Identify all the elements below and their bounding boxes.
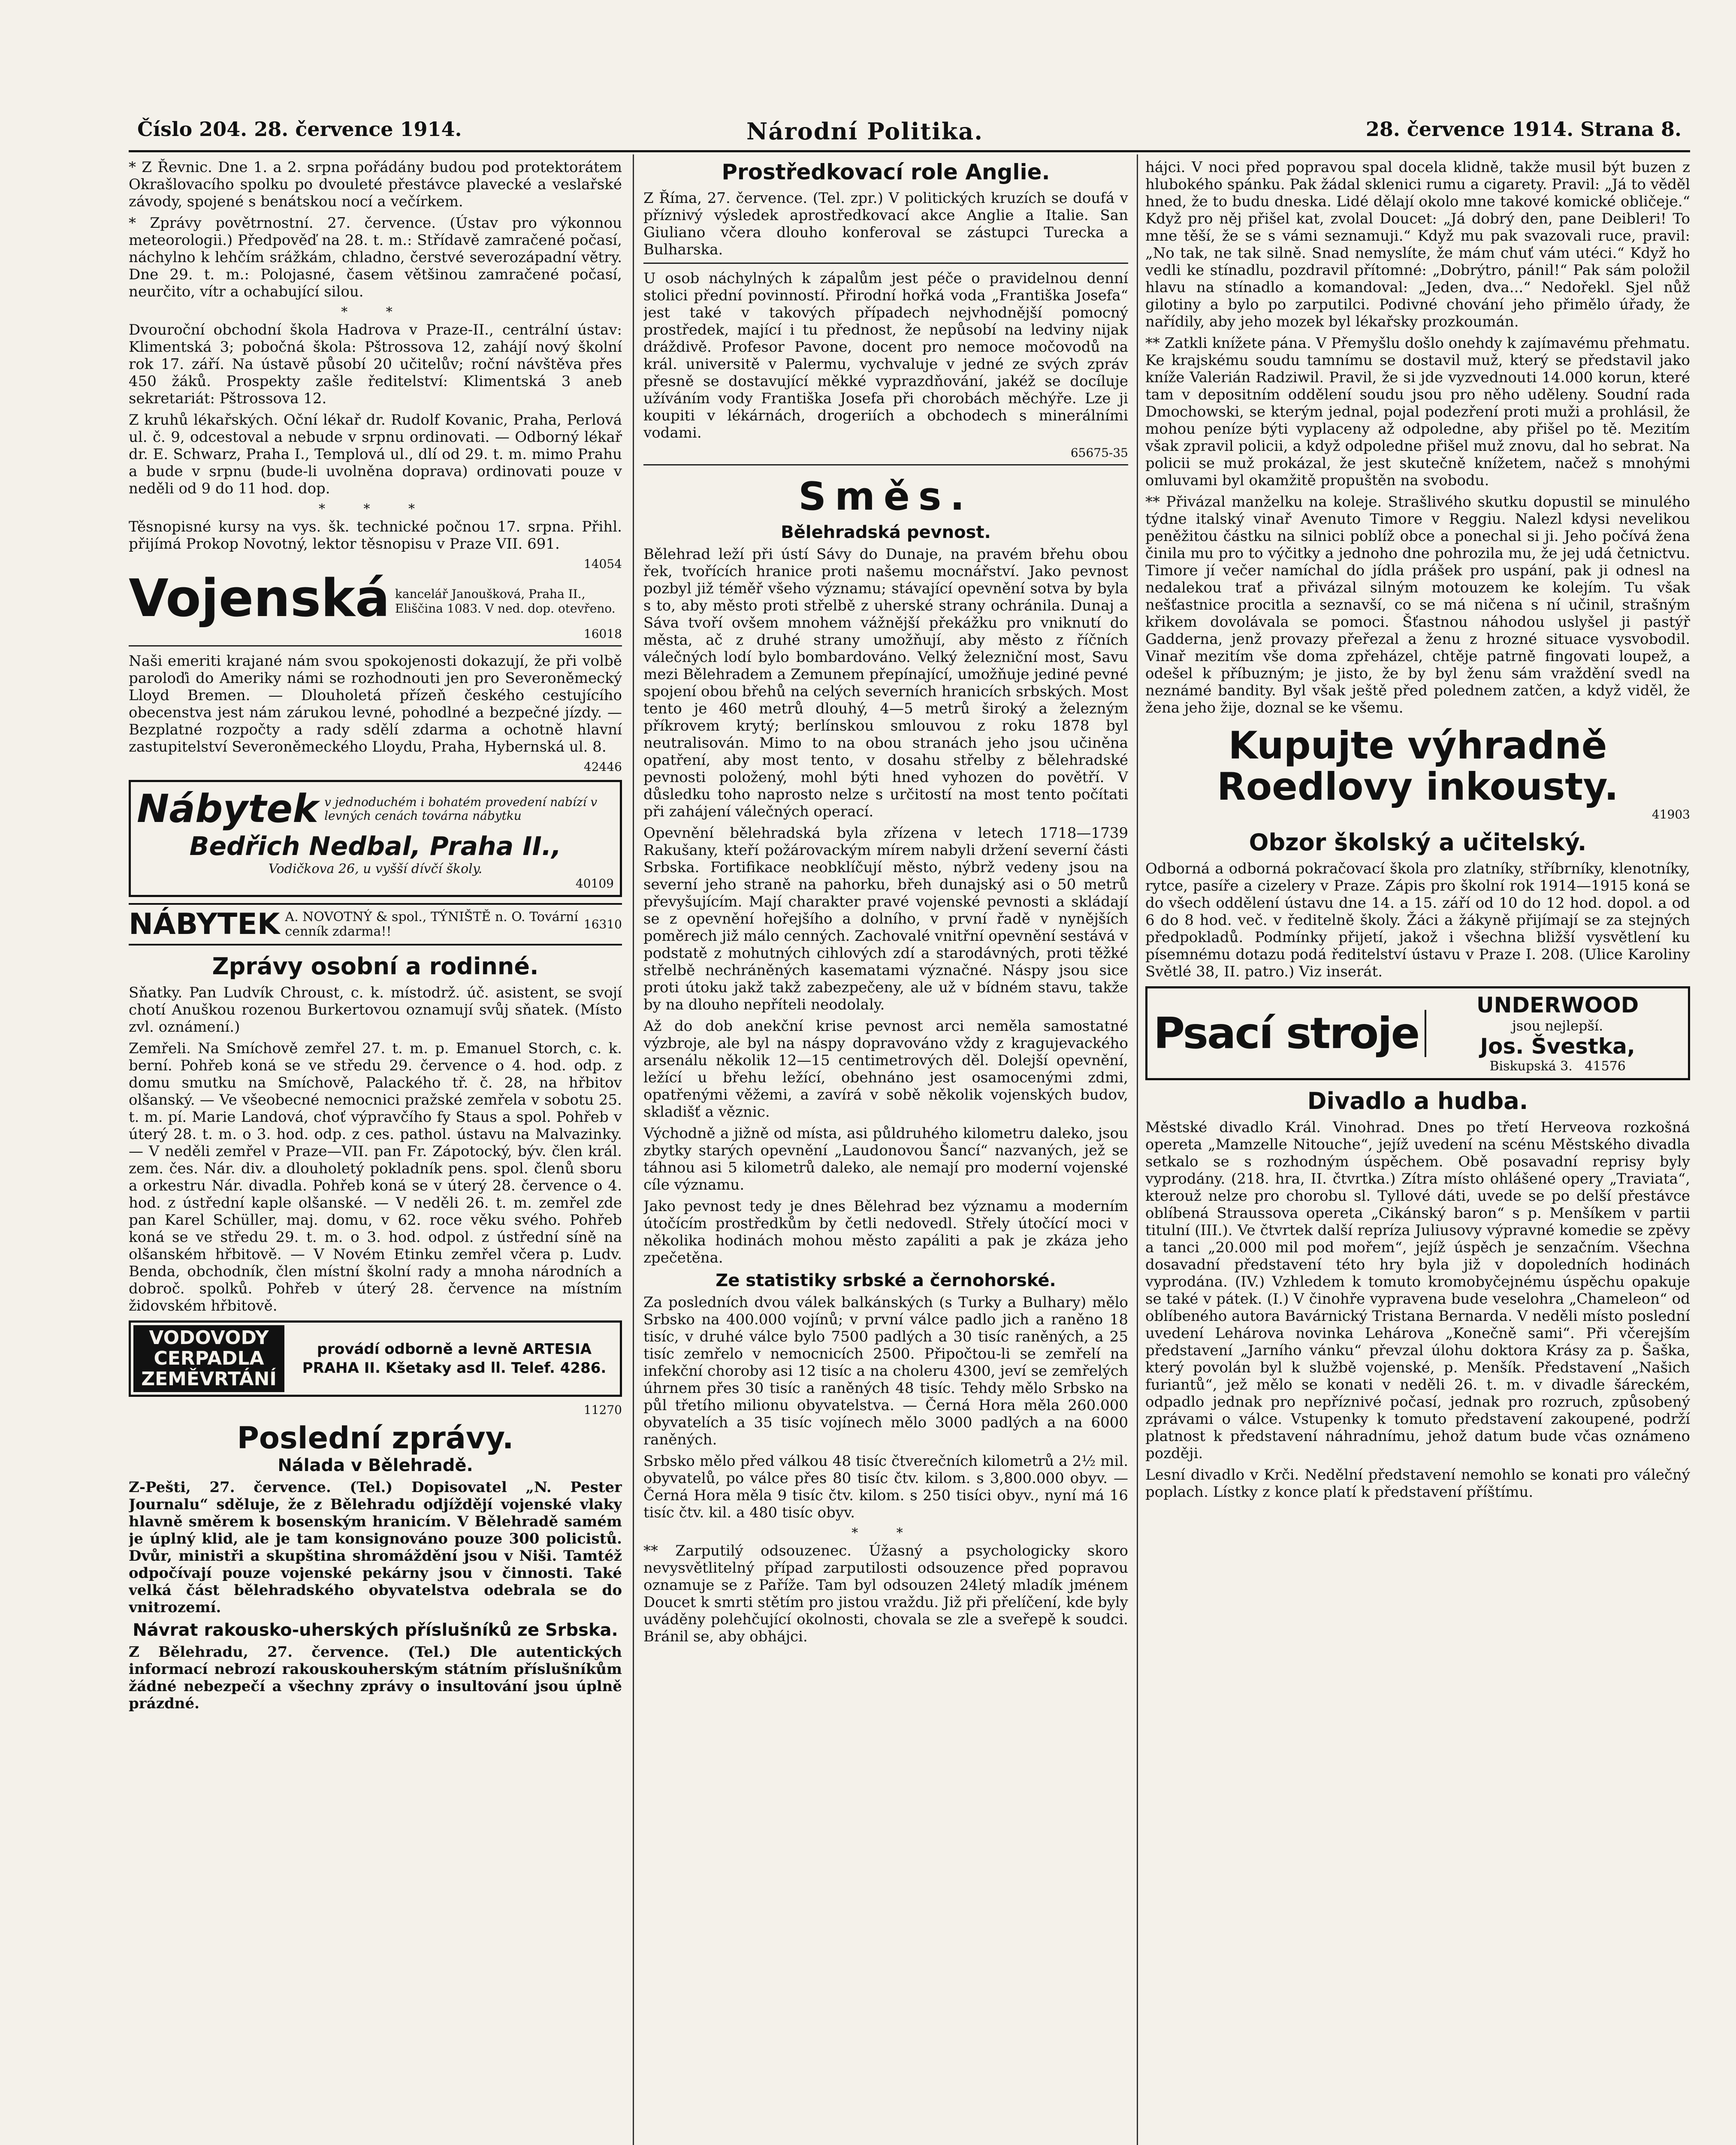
ad-nabytek-title: Nábytek	[137, 786, 319, 831]
article-convict-cont: hájci. V noci před popravou spal docela klidně, takže musil být buzen z hlubokého spánku. Pak žádal sklenici rumu a cigarety. Pravil: „Já to věděl hned, že to budu dneska. Lidé dělají okolo mne takové komické obličeje.“ Když pro něj přišel kat, zvolal Doucet: „Já dobrý den, pane Deibleri! To mne těší, že se s vámi seznamuji.“ Když mu pak svazovali ruce, pravil: „No tak, ne tak silně. Snad nemyslíte, že mám chuť vám utéci.“ Když ho vedli ke stínadlu, pozdravil přítomné: „Dobrýtro, pánil!“ Pak sám položil hlavu na stínadlo a komandoval: „Jeden, dva...“ Nedořekl. Sjel nůž gilotiny a bylo po zarputilci. Podivné chování jeho přimělo úřady, že nařídily, aby jeho mozek byl lékařsky prozkoumán.	[1145, 159, 1690, 330]
divider	[643, 263, 1128, 264]
article-doctors: Z kruhů lékařských. Oční lékař dr. Rudolf Kovanic, Praha, Perlová ul. č. 9, odcestoval a nebude v srpnu ordinovati. — Odborný lékař dr. E. Schwarz, Praha I., Templová ul., dlí od 29. t. m. mimo Prahu a bude v srpnu (bude-li uvolněna doprava) ordinovati pouze v neděli od 9 do 11 hod. dop.	[129, 411, 622, 497]
article-fortress-2: Opevnění bělehradská byla zřízena v letech 1718—1739 Rakušany, kteří požárovackým mírem nabyli držení severní části Srbska. Fortifikace neobklíčují město, nýbrž vedeny jsou na severní jeho straně na pahorku, břeh dunajský asi o 50 metrů převyšujícím. Mají charakter pravé vojenské pevnosti a skládají se z opevnění hořejšího a dolního, v první řadě v nynějších poměrech již málo cenných. Zachovalé vnitřní opevnění sestává v podstatě z mohutných cihlových zdí a starodávných, proti těžké střelbě nechráněných kasematami význačné. Náspy jsou sice proti útoku jakž takž zabezpečeny, ale už v bídném stavu, takže by na dlouho nepříteli neodolaly.	[643, 825, 1128, 1013]
ad-artesia	[129, 1320, 622, 1397]
ad-number: 16310	[583, 917, 622, 931]
ad-address	[1433, 1059, 1682, 1074]
divider	[129, 645, 622, 647]
article-railway: ** Přivázal manželku na koleje. Strašlivého skutku dopustil se minulého týdne italský vinař Avenuto Timore v Reggiu. Nalezl kdysi nevelikou peněžitou částku na silnici poblíž obce a ponechal si ji. Jeho počívá žena činila mu pro to výčitky a jednoho dne pohrozila mu, že jej udá četnictvu. Timore jí večer namíchal do jídla prášek pro uspání, pak ji odnesl na nedalekou trať a přivázal silným motouzem ke kolejím. Tu však nešťastnice procitla a seznavší, co se má ničena s ní učinil, strašným křikem dovolávala se pomoci. Šťastnou náhodou uslyšel ji pastýř Gadderna, jenž provazy přeřezal a ženu z hrozné situace vysvobodil. Vinař mezitím vše doma zpřeházel, chtěje patrně fingovati loupež, a odešel k příbuzným; je jisto, že by byl ženu sám vraždění svedl na neznámé bandity. Byl však ještě před polednem zatčen, a když viděl, že žena jeho žije, doznal se ke všemu.	[1145, 493, 1690, 716]
subtitle-statistics: Ze statistiky srbské a černohorské.	[716, 1271, 1056, 1290]
ad-tagline: jsou nejlepší.	[1512, 1018, 1603, 1034]
ad-nabytek-address: Vodičkova 26, u vyšší dívčí školy.	[268, 861, 483, 876]
page-number: 28. července 1914. Strana 8.	[1365, 118, 1682, 141]
ad-nabytek-name: Bedřich Nedbal, Praha II.,	[189, 831, 562, 861]
ad-vojenska-text: kancelář Janoušková, Praha II., Eliščina 1083. V ned. dop. otevřeno.	[395, 587, 616, 616]
section-title-theatre: Divadlo a hudba.	[1307, 1088, 1528, 1115]
subtitle-return: Návrat rakousko-uherských příslušníků ze Srbska.	[133, 1620, 618, 1640]
ad-roedl-line2: Roedlovy inkousty.	[1217, 764, 1619, 809]
ad-nabytek-text: v jednoduchém i bohatém provedení nabízí v levných cenách továrna nábytku	[324, 795, 598, 823]
newspaper-title: Národní Politika.	[746, 118, 984, 145]
section-title-latest: Poslední zprávy.	[237, 1420, 514, 1456]
divider	[643, 464, 1128, 465]
ad-vojenska	[129, 571, 622, 627]
article-england: Z Říma, 27. července. (Tel. zpr.) V politických kruzích se doufá v příznivý výsledek aprostředkovací akce Anglie a Italie. San Giuliano včera dlouho konferoval se zástupci Turecka a Bulharska.	[643, 190, 1128, 258]
ad-number: 14054	[583, 557, 622, 571]
separator: * *	[851, 1526, 920, 1541]
ad-vojenska-title: Vojenská	[129, 569, 390, 628]
article-belgrade-mood: Z-Pešti, 27. července. (Tel.) Dopisovatel „N. Pester Journalu“ sděluje, že z Bělehradu odjíždějí vojenské vlaky hlavně směrem k bosenským hranicím. V Bělehradě samém je úplný klid, ale je tam konsignováno pouze 300 policistů. Dvůr, ministři a skupština shromáždění jsou v Niši. Tamtéž odpočívají pouze vojenské pekárny jsou v činnosti. Také velká část bělehradského obyvatelstva odebrala se do vnitrozemí.	[129, 1479, 622, 1616]
article-fortress-4: Východně a jižně od místa, asi půldruhého kilometru daleko, jsou zbytky starých opevnění „Laudonovou Šancí“ nazvaných, jež se táhnou asi 5 kilometrů daleko, ale nemají pro moderní vojenské cíle významu.	[643, 1125, 1128, 1193]
ad-nabytek2-title: NÁBYTEK	[129, 907, 280, 941]
column-3	[1145, 159, 1690, 2145]
article-goldsmith-school: Odborná a odborná pokračovací škola pro zlatníky, stříbrníky, klenotníky, rytce, pasíře a cizelery v Praze. Zápis pro školní rok 1914—1915 koná se do všech oddělení ústavu dne 14. a 15. září od 10 do 12 hod. dopol. a od 6 do 8 hod. več. v ředitelně školy. Žáci a žákyně přijímají se za stejných předpokladů. Podmínky přijetí, jakož i všechna bližší vysvětlení ku písemnému dotazu podá ředitelství ústavu v Praze I. 208. (Ulice Karoliny Světlé 38, II. patro.) Viz inserát.	[1145, 860, 1690, 980]
article-prince: ** Zatkli knížete pána. V Přemyšlu došlo onehdy k zajímavému přehmatu. Ke krajskému soudu tamnímu se dostavil muž, který se představil jako kníže Valerián Radziwil. Pravil, že si jde vyzvednouti 14.000 korun, které tam v depositním oddělení soudu jsou pro něho uděleny. Soudní rada Dmochowski, se kterým jednal, pojal podezření proti muži a prohlásil, že mohou peníze býti vyplaceny až odpoledne, aby přišel po tě. Mezitím však zpravil policii, a když odpoledne přišel muž znovu, dal ho sebrat. Na policii se muž prokázal, že jest skutečně knížetem, načež s mnohými omluvami byl okamžitě propuštěn na svobodu.	[1145, 335, 1690, 489]
ad-artesia-text: provádí odborně a levně ARTESIA PRAHA II. Kšetaky asd ll. Telef. 4286.	[302, 1341, 607, 1377]
subtitle-belgrade-fortress: Bělehradská pevnost.	[781, 523, 991, 542]
ad-number: 65675-35	[1070, 446, 1128, 460]
article-fortress-3: Až do dob anekční krise pevnost arci neměla samostatné výzbroje, ale byl na náspy dopravováno vždy z kragujevackého arsenálu několik 12—15 centimetrových děl. Dolejší opevnění, ležící u břehu ležící, obehnáno jest osamocenými zdmi, opatřenými věžemi, a zavírá v sobě několik vojenských budov, skladišť a věznic.	[643, 1018, 1128, 1121]
article-shorthand: Těsnopisné kursy na vys. šk. technické počnou 17. srpna. Přihl. přijímá Prokop Novotný, lektor těsnopisu v Praze VII. 691.	[129, 518, 622, 553]
ad-number: 42446	[583, 760, 622, 774]
separator: * * *	[318, 502, 432, 517]
article-weather: * Zprávy povětrnostní. 27. července. (Ústav pro výkonnou meteorologii.) Předpověď na 28. t. m.: Střídavě zamračené počasí, náchylno k lehčím srážkám, chladno, čerstvé severozápadní větry. Dne 29. t. m.: Polojasné, časem většinou zamračené počasí, neurčito, vítr a ochabující silou.	[129, 214, 622, 300]
ad-number: 41576	[1585, 1059, 1626, 1074]
article-school: Dvouroční obchodní škola Hadrova v Praze-II., centrální ústav: Klimentská 3; pobočná škola: Pštrossova 12, zahájí nový školní rok 17. září. Na ústavě působí 20 učitelův; roční návštěva přes 450 žáků. Prospekty zašle ředitelství: Klimentská 3 aneb sekretariát: Pštrossova 12.	[129, 321, 622, 407]
article-return: Z Bělehradu, 27. července. (Tel.) Dle autentických informací nebrozí rakouskouherským státním příslušníkům žádné nebezpečí a všechny zprávy o insultování jsou úplně prázdné.	[129, 1643, 622, 1712]
article-stubborn-convict: ** Zarputilý odsouzenec. Úžasný a psychologicky skoro nevysvětlitelný případ zarputilosti odsouzence před popravou oznamuje se z Paříže. Tam byl odsouzen 24letý mladík jménem Doucet k smrti stětím pro jistou vraždu. Již při přelíčení, kde byly uváděny polehčující okolnosti, chovala se zle a sveřepě k soudci. Bránil se, aby obhájci.	[643, 1542, 1128, 1645]
article-fortress-1: Bělehrad leží při ústí Sávy do Dunaje, na pravém břehu obou řek, tvořících hranice proti našemu mocnářství. Jako pevnost pozbyl již téměř všeho významu; stávající opevnění sotva by byla s to, aby město proti střelbě z uherské strany ochránila. Dunaj a Sáva tvoří ovšem mnohem vážnější překážku pro vniknutí do města, ač z druhé strany umožňují, aby město z říčních válečných lodí bylo bombardováno. Velký železniční most, Savu mezi Bělehradem a Zemunem přepínající, umožňuje jediné pevné spojení obou břehů na celých severních hranicích srbských. Most tento je 460 metrů dlouhý, 4—5 metrů široký a železným příkrovem krytý; berlínskou smlouvou z roku 1878 byl neutralisován. Mimo to na obou stranách jeho jsou učiněna opatření, aby most tento, v dosahu střelby z bělehradské pevnosti položený, mohl býti hned vyhozen do povětří. V důsledku toho naprosto nelze s určitostí na most tento počítati při zahájení válečných operací.	[643, 546, 1128, 820]
article-fortress-5: Jako pevnost tedy je dnes Bělehrad bez významu a moderním útočícím prostředkům by četli nedovedl. Střely útočící moci v několika hodinách mohou město zapáliti a pak je zkáza jeho zpečetěna.	[643, 1198, 1128, 1266]
ad-brand: UNDERWOOD	[1476, 993, 1639, 1018]
column-1	[129, 159, 622, 2145]
section-title-england: Prostředkovací role Anglie.	[722, 160, 1050, 184]
ad-artesia-title: VODOVODY CERPADLA ZEMĚVRTÁNÍ	[133, 1325, 284, 1392]
ad-typewriters-title: Psací stroje	[1153, 1010, 1426, 1057]
column-divider	[633, 154, 634, 2145]
article-deaths: Zemřeli. Na Smíchově zemřel 27. t. m. p. Emanuel Storch, c. k. berní. Pohřeb koná se ve středu 29. července o 4. hod. odp. z domu smutku na Smíchově, Palackého tř. č. 28, na hřbitov olšanský. — Ve všeobecné nemocnici pražské zemřela v sobotu 25. t. m. pí. Marie Landová, choť výpravčího fy Staus a spol. Pohřeb v úterý 28. t. m. o 3. hod. odp. z ces. pathol. ústavu na Malvazinky. — V neděli zemřel v Praze—VII. pan Fr. Zápotocký, býv. člen král. zem. čes. Nár. div. a dlouholetý pokladník pens. spol. členů sboru a orkestru Nár. divadla. Pohřeb koná se v úterý 28. července o 4. hod. z ústřední kaple olšanské. — V neděli 26. t. m. zemřel zde pan Karel Schüller, maj. domu, v 62. roce věku svého. Pohřeb koná se ve středu 29. t. m. o 3. hod. odpol. z ústřední síně na olšanském hřbitově. — V Novém Etinku zemřel včera p. Ludv. Benda, obchodník, člen místní školní rady a mnoha národních a dobroč. spolků. Pohřeb v úterý 28. července na místním židovském hřbitově.	[129, 1040, 622, 1314]
ad-number: 41903	[1651, 807, 1690, 822]
article-weddings: Sňatky. Pan Ludvík Chroust, c. k. místodrž. úč. asistent, se svojí chotí Anuškou rozenou Burkertovou oznamují svůj sňatek. (Místo zvl. oznámení.)	[129, 984, 622, 1036]
section-title-miscellany: Směs.	[798, 474, 973, 519]
ad-nabytek2-text: A. NOVOTNÝ & spol., TÝNIŠTĚ n. O. Tovární cenník zdarma!!	[285, 909, 578, 939]
ad-number: 11270	[583, 1403, 622, 1417]
article-lloyd: Naši emeriti krajané nám svou spokojenosti dokazují, že při volbě paroloďi do Ameriky námi se rozhodnouti jen pro Severoněmecký Lloyd Bremen. — Dlouholetá přízeň českého cestujícího obecenstva jest nám zárukou levné, pohodlné a bezpečné jízdy. — Bezplatné rozpočty a rady sdělí zdarma a ochotně hlavní zastupitelství Severoněmeckého Lloydu, Praha, Hybernská ul. 8.	[129, 653, 622, 755]
article-statistics-1: Za posledních dvou válek balkánských (s Turky a Bulhary) mělo Srbsko na 400.000 vojínů; v první válce padlo jich a raněno 18 tisíc, v druhé válce bylo 7500 padlých a 30 tisíc raněných, a 25 tisíc zemřelo v nemocnicích 2500. Připočtou-li se zemřelí na infekční choroby asi 12 tisíc a na choleru 4300, jeví se zemřelých úhrnem přes 30 tisíc a raněných 48 tisíc. Tehdy mělo Srbsko na půl třetího milionu obyvatelstva. — Černá Hora měla 260.000 obyvatelích a 35 tisíc vojínech mělo 3000 padlých a na 6000 raněných.	[643, 1294, 1128, 1448]
issue-date: Číslo 204. 28. července 1914.	[137, 118, 462, 141]
ad-typewriters	[1145, 986, 1690, 1080]
ad-address-text: Biskupská 3.	[1489, 1059, 1573, 1074]
section-title-school: Obzor školský a učitelský.	[1249, 829, 1587, 856]
ad-seller: Jos. Švestka,	[1480, 1034, 1635, 1059]
ad-nabytek-nedbal	[129, 780, 622, 897]
page-header	[129, 112, 1690, 152]
separator: * *	[341, 305, 410, 320]
article-franz-josef-water: U osob náchylných k zápalům jest péče o pravidelnou denní stolici přední povinností. Přirodní hořká voda „Františka Josefa“ jest také v takových případech nejvhodnější pomocný prostředek, mající i tu přednost, že nepůsobí na ledviny nijak dráždivě. Profesor Pavone, docent pro nemoce močovodů na král. universitě v Palermu, vychvaluje v jedné ze svých zpráv přesně se dostavující měkké vyprazdňování, jakéž se docíluje užíváním vody Františka Josefa při chorobách měchýře. Lze ji koupiti v lékárnách, drogeriích a obchodech s minerálními vodami.	[643, 270, 1128, 441]
subtitle-belgrade-mood: Nálada v Bělehradě.	[278, 1456, 473, 1475]
article-forest-theatre: Lesní divadlo v Krči. Nedělní představení nemohlo se konati pro válečný poplach. Lístky z konce platí k představení příštímu.	[1145, 1466, 1690, 1501]
article-vinohrady-theatre: Městské divadlo Král. Vinohrad. Dnes po třetí Herveova rozkošná opereta „Mamzelle Nitouche“, jejíž uvedení na scénu Městského divadla setkalo se s rozhodným úspěchem. Obě posavadní reprisy byly vyprodány. (218. hra, II. čtvrtka.) Zítra místo ohlášené opery „Traviata“, kterouž nelze pro chorobu sl. Tyllové dáti, uvede se po delší přestávce oblíbená Straussova opereta „Cikánský baron“ s p. Menšíkem v partii titulní (III.). Ve čtvrtek další repríza Juliusovy výpravné komedie se zpěvy a tanci „20.000 mil pod mořem“, jejíž úspěch je senzačním. Všechna dosavadní představení této hry byla již v dopoledních hodinách vyprodána. (IV.) Vzhledem k tomuto kromobyčejnému úspěchu opakuje se také v pátek. (I.) V činohře vypravena bude veselohra „Chameleon“ od oblíbeného autora Bavárnický Tristana Bernarda. V neděli místo poslední uvedení Lehárova novinka Lehárova „Konečně sami“. Při včerejším představení „Jarního vánku“ převzal úlohu doktora Krásy za p. Šaška, který povolán byl k službě vojenské, p. Menšík. Představení „Našich furiantů“, jež mělo se konati v neděli 26. t. m. v divadle šáreckém, odpadlo jednak pro nepříznivé počasí, jednak pro rozruch, způsobený zprávami o válce. Vstupenky k tomuto představení zakoupené, podrží platnost k představení náhradnímu, jehož datum bude včas oznámeno později.	[1145, 1119, 1690, 1462]
article-revnice: * Z Řevnic. Dne 1. a 2. srpna pořádány budou pod protektorátem Okrašlovacího spolku po dvouleté přestávce plavecké a veslařské závody, spojené s benátskou nocí a večírkem.	[129, 159, 622, 210]
ad-nabytek-novotny	[129, 903, 622, 946]
ad-typewriters-text	[1433, 993, 1682, 1074]
ad-number: 40109	[575, 876, 614, 891]
article-statistics-2: Srbsko mělo před válkou 48 tisíc čtverečních kilometrů a 2½ mil. obyvatelů, po válce přes 80 tisíc čtv. kilom. s 3,800.000 obyv. — Černá Hora měla 9 tisíc čtv. kilom. s 250 tisíci obyv., nyní má 16 tisíc čtv. kil. a 480 tisíc obyv.	[643, 1453, 1128, 1521]
ad-number: 16018	[583, 627, 622, 641]
section-title-personal: Zprávy osobní a rodinné.	[212, 953, 539, 980]
ad-roedl-line1: Kupujte výhradně	[1228, 723, 1607, 767]
column-2	[643, 159, 1128, 2145]
column-divider	[1137, 154, 1138, 2145]
